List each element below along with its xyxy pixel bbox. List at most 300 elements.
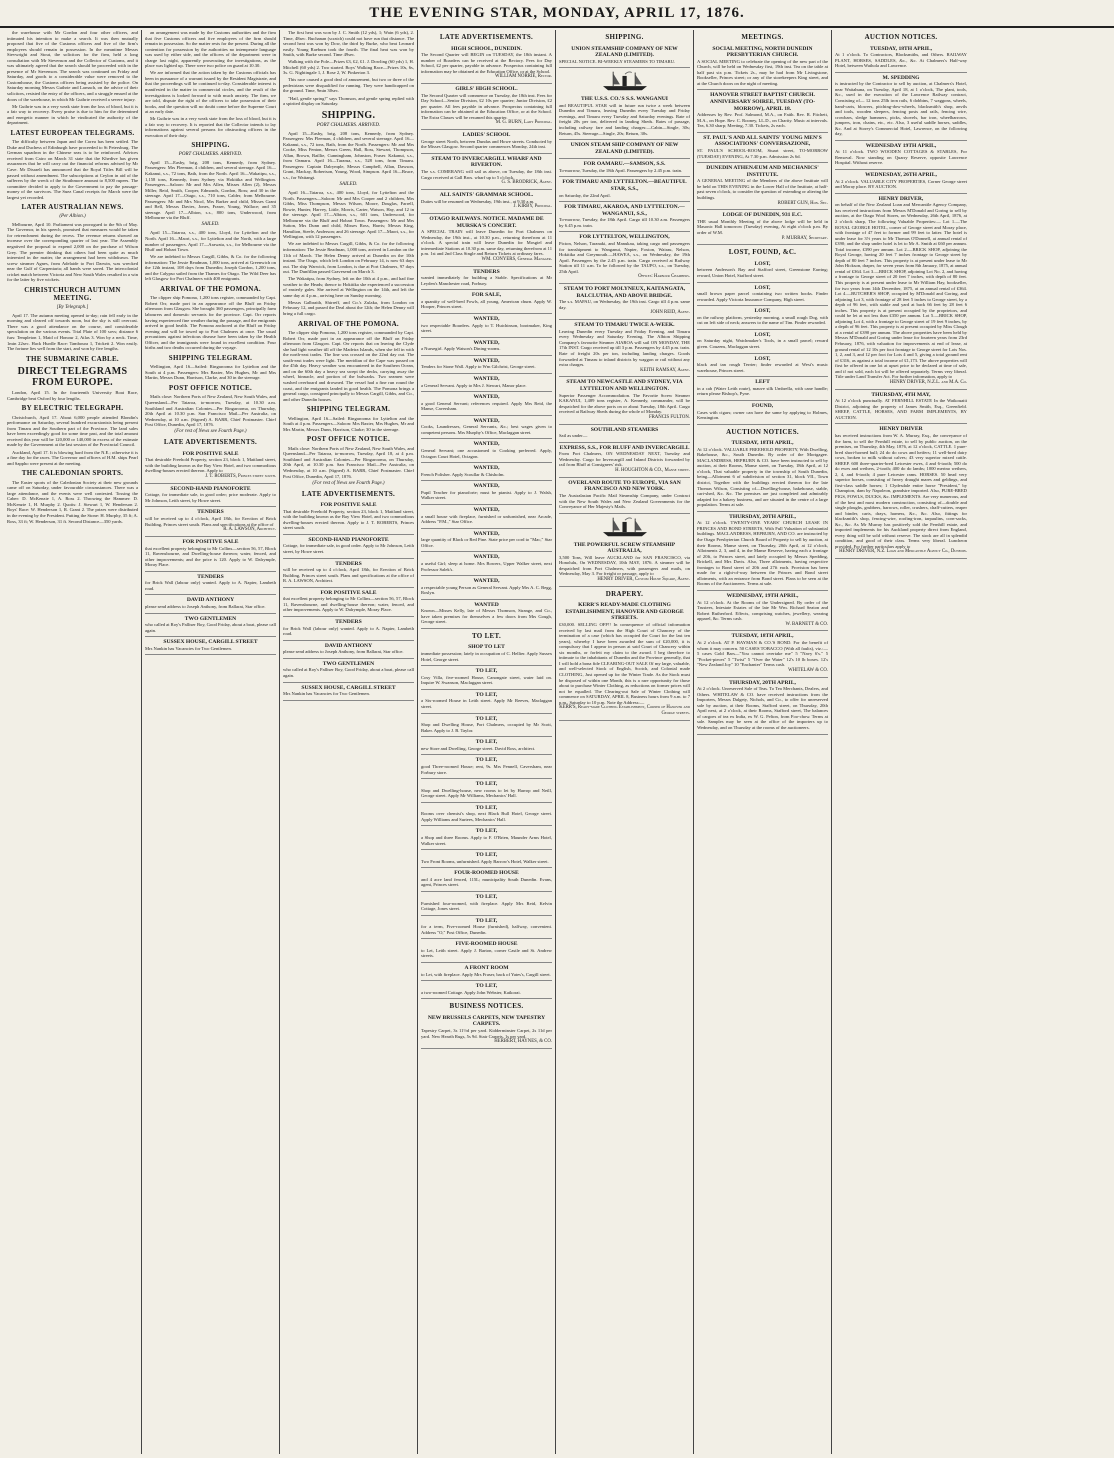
advertisement-title: LODGE OF DUNEDIN, 931 E.C.	[722, 212, 803, 219]
advertisement-body: and BEAUTIFUL STAR will in future run twice a week between Dunedin and Timaru, leaving Dunedin every Tuesday and Friday evenings, and Timaru every Tuesday and Saturday evenings. Rate of freight 20s per ton, delivered in landing Sheds. Rates of passage, including railway fare and landing charges:—Cabin—Single, 30s; Return, 45s. Steerage—Single, 20s; Return, 30s.	[559, 102, 690, 136]
advertisement-title: ST. PAUL'S AND ALL SAINTS' YOUNG MEN'S ASSOCIATIONS' CONVERSAZIONE,	[703, 134, 822, 148]
advertisement	[421, 826, 552, 850]
advertisement-body: ST. PAUL'S SCHOOL-ROOM, Stuart street, TO-MORROW (TUESDAY) EVENING, At 7.30 p.m. Admission 2s 6d.	[697, 148, 828, 159]
advertisement-body: a quantity of well-bred Fowls, all young, American churn. Apply W. Hooper, Princes street.	[421, 298, 552, 310]
advertisement-title: DAVID ANTHONY	[186, 597, 235, 604]
article-paragraph: Wellington, April 16—Sailed: Ringarooma for Lyttelton and the South at 4 p.m. Passengers: Mrs Baxter, Mrs Hughes, Mr and Mrs Martin, Messrs Dunn, Harrison, Clarke, and 30 in the steerage.	[145, 364, 276, 381]
advertisement	[421, 374, 552, 392]
advertisement-signature: HENRY DRIVER, N.Z.L. and M.A. Co.	[889, 379, 967, 385]
advertisement-body: That desirable Freehold Property, section 23, block 1, Maitland street, with the building known as the Bay View Hotel, and two commodious dwelling-houses erected thereon. Apply to J. T. ROBERTS, Princes street south.	[283, 508, 414, 531]
steamship-icon	[599, 516, 651, 538]
article-paragraph: an arrangement was made by the Customs authorities and the firm that five Customs officers and five employees of the firm should remain in possession. So the matter rests for the present. During all the contention for possession by the authorities no intemperate language was used by either side, and the officers of the department were in charge last night, apparently prosecuting the investigations, as the place was lighted up. There were two police on guard at 10.30.	[145, 30, 276, 69]
advertisement-body: a small house with fireplace, furnished or unfurnished, near Arcade, Address "P.M.," Star Office.	[421, 513, 552, 525]
advertisement	[421, 392, 552, 416]
advertisement-signature: J. KIRBY, Principal.	[513, 204, 552, 210]
advertisement-body: Cooks, Laundresses, General Servants, &c.; best wages given to competent persons. Mrs Murphy's Office, Maclaggan street.	[421, 424, 552, 435]
article-paragraph: We are indebted to Messrs Cargill, Gibbs, & Co. for the following information: The Jessie Readman, 1,000 tons, arrived at Greenwich on the 12th instant, 108 days from Dunedin; Joseph Gordon, 1,200 tons, and the Calypso sailed from the Thames for Otago. The Wild Deer has left Glasgow for Port Chalmers with 400 emigrants.	[145, 254, 276, 282]
advertisement	[421, 892, 552, 916]
advertisement-signature: G. S. BRODRICK, Agent.	[501, 180, 552, 186]
section-heading: SHIPPING.	[191, 141, 230, 150]
advertisement	[421, 737, 552, 755]
columns-container	[4, 30, 1110, 1454]
section-heading: THE CALEDONIAN SPORTS.	[21, 469, 124, 478]
advertisement-title: HENRY DRIVER,	[878, 195, 924, 202]
advertisement-title: NEW BRUSSELS CARPETS, NEW TAPESTRY CARPETS.	[427, 1014, 546, 1028]
advertisement	[421, 314, 552, 338]
advertisement-body: The s.s. COMERANG will sail as above, on Tuesday, the 18th inst. Cargo received at Gall Bros. wharf up to 5 o'clock.	[421, 169, 552, 180]
advertisement-body: a Six-roomed House in Leith street. Apply Mr Reeves, Maclaggan street.	[421, 698, 552, 709]
advertisement	[559, 443, 690, 478]
section-heading: BUSINESS NOTICES.	[449, 1002, 524, 1011]
advertisement-title: FOR POSITIVE SALE	[320, 502, 377, 509]
article-paragraph: April 16—Taiaroa, s.s., 400 tons, Lloyd, for Lyttelton and the North. Passengers—Saloon: Mr and Mrs Cooper and 2 children, Mrs Gibbs, Miss Thompson, Messrs Wilson, Moore, Douglas, Farrell, Bowie, Hunter, Harvey, Little, Morris, Carter, Watson, Hay, and 12 in the steerage. April 17—Albion, s.s., 601 tons, Underwood, for Melbourne via the Bluff and Hobart Town. Passengers: Mr and Mrs Sutton, Mrs Dunn and child, Misses Ross, Harris; Messrs King, Hamilton, Steele, Anderson; and 26 steerage. April 17—Maori, s.s., for Wellington, with 12 passengers.	[283, 190, 414, 240]
advertisement-title: LOST,	[754, 355, 771, 362]
advertisement-title: OVERLAND ROUTE TO EUROPE, VIA SAN FRANCISCO AND NEW YORK.	[568, 479, 681, 493]
advertisement	[697, 354, 828, 378]
advertisement	[697, 512, 828, 591]
advertisement-body: a good General Servant; references required. Apply Mrs Reid, the Manse, Caversham.	[421, 400, 552, 412]
advertisement-title: FOR LYTTELTON, WELLINGTON,	[579, 234, 670, 241]
section-heading: ARRIVAL OF THE POMONA.	[298, 319, 399, 328]
advertisement-title: FOR OAMARU.—SAMSON, S.S.	[583, 161, 666, 168]
advertisement-title: HANOVER STREET BAPTIST CHURCH. ANNIVERSARY SOIREE, TUESDAY (TO-MORROW), APRIL 18.	[709, 92, 816, 112]
advertisement-title: WEDNESDAY 19TH APRIL,	[865, 142, 937, 149]
advertisement-body: At 2 o'clock. VALUABLE CITY PROPERTIES, Corner George street and Moray place. BY AUCTION.	[835, 178, 967, 190]
advertisement-body: The Second Quarter will commence on Tuesday, the 18th inst. Fees for Day School—Senior Division, £2 10s per quarter; Junior Division, £2 per quarter. All fees payable in advance. Prospectus containing full information can be obtained at the Education Office, or at the School. The Extra Classes will be resumed this quarter.	[421, 92, 552, 120]
advertisement-title: WANTED,	[473, 357, 500, 364]
advertisement	[421, 803, 552, 827]
advertisement	[421, 130, 552, 154]
advertisement-body: Leaving Dunedin every Tuesday and Friday Evening, and Timaru every Wednesday and Saturday Evening. The Albion Shipping Company's favourite Steamer AIAROA will sail ON MONDAY, THE 17th INST. Cargo received up till 3 p.m. Passengers by 4.45 p.m. train. Rate of freight 20s per ton, including landing charges. Goods forwarded at Timaru to inland districts by waggon or rail without any extra charges.	[559, 328, 690, 368]
advertisement	[421, 481, 552, 505]
advertisement-body: will be received up to 4 o'clock, April 18th, for Erection of Brick Building, Princes street south. Plans and specifications at the office of R. A. LAWSON, Architect.	[283, 567, 414, 584]
advertisement	[145, 449, 276, 484]
advertisement-signature: WM. CONYERS, General Manager.	[481, 256, 552, 262]
advertisement	[421, 416, 552, 440]
advertisement	[421, 963, 552, 981]
article-paragraph: The Easter sports of the Caledonian Society at their new grounds came off on Saturday, under favourable circumstances. There was a large attendance, and the events were well contested. Tossing the Caber: D. McKenzie 1, A. Ross 2. Throwing the Hammer: D. McKenzie 1, H. Murphy 2. Quoits: J. Stewart 1, W. Henderson 2. Boys' Race: W. Henderson 1, R. Grant 2. The prizes were distributed in the evening by the President. Putting the Stone: H. Murphy, 35 ft; A. Ross, 33 ft; W. Henderson, 31 ft. Second Distance—350 yards.	[7, 479, 138, 524]
advertisement-title: SUSSEX HOUSE, CARGILL STREET	[163, 639, 258, 646]
advertisement-body: a Shop and three Rooms. Apply to F. O'Brien, Maunder Arms Hotel, Walker street.	[421, 835, 552, 846]
advertisement	[697, 259, 828, 283]
advertisement-body: From Port Chalmers, ON WEDNESDAY NEXT, Tuesday and Wednesday. Cargo for Invercargill and Inland Districts forwarded by rail from Bluff at Consignees' risk.	[559, 451, 690, 468]
advertisement	[283, 617, 414, 641]
advertisement-title: FOR POSITIVE SALE	[182, 538, 239, 545]
article-paragraph: The difficulty between Japan and the Corea has been settled. The Duke and Duchess of Edinburgh have proceeded to St Petersburg. The German squadron in the Chinese seas is to be reinforced. Advices received from Cairo on March 31 state that the Khedive has given assurances that he will carry out the financial reforms advised by Mr Cave. Mr Disraeli has announced that the Royal Titles Bill will be passed without amendment. The subscriptions at Ceylon in aid of the sufferers by the wreck of the Strathmore amount to 8,500 rupees. The committee decided to apply to the Government to pay the passage-money of the survivors. The Suez Canal receipts for March were the largest yet recorded.	[7, 139, 138, 200]
advertisement-title: SHOP TO LET	[468, 644, 505, 651]
advertisement-title: FOR TIMARU AND LYTTELTON.—BEAUTIFUL STAR, S.S.,	[562, 179, 687, 193]
advertisement-body: on Saturday night, Watchmaker's Tools, in a small parcel; reward given. Couzens, Maclaggan street.	[697, 338, 828, 350]
advertisement-title: UNION STEAM SHIP COMPANY OF NEW ZEALAND (LIMITED).	[570, 142, 679, 155]
advertisement	[421, 44, 552, 85]
advertisement-title: TWO GENTLEMEN	[322, 660, 375, 667]
advertisement	[145, 572, 276, 596]
advertisement-title: WANTED	[474, 601, 499, 608]
advertisement-body: that excellent property belonging to Mr Collins—section 56, 57, Block 11, Ravensbourne, and dwelling-house thereon; water, fenced, and other improvements. Apply to W. Dalrymple, Moray Place.	[283, 596, 414, 613]
column-1	[4, 30, 142, 1454]
dateline: [By Telegraph.]	[56, 304, 89, 310]
advertisement-title: TWO GENTLEMEN	[184, 615, 237, 622]
advertisement-body: two respectable Boarders. Apply to T. Hutchinson, bootmaker, King street.	[421, 322, 552, 334]
column-4	[418, 30, 556, 1454]
advertisement-body: Shop and Dwelling House, Port Chalmers, occupied by Mr Scott, Baker. Apply to J. B. Taylor.	[421, 722, 552, 733]
advertisement-title: WANTED,	[473, 417, 500, 424]
advertisement-title: TUESDAY, 18TH APRIL,	[731, 633, 794, 640]
advertisement	[283, 683, 414, 701]
advertisement-body: Picton, Nelson, Taranaki, and Manukau, taking cargo and passengers for transhipment to Wanganui, Napier, Foxton, Wairau, Nelson, Hokitika and Greymouth.—HAWEA, s.s., on Wednesday, the 19th April. Passengers by the 2.45 p.m. train. Cargo received at Railway Station till 11 a.m. To be followed by the TAUPO, s.s., on Tuesday, 25th April.	[559, 241, 690, 274]
section-heading: THE SUBMARINE CABLE.	[26, 354, 119, 363]
advertisement-signature: JOHN REID, Agent.	[650, 310, 690, 316]
advertisement	[145, 507, 276, 536]
advertisement-title: TO LET,	[475, 852, 498, 859]
advertisement-title: WANTED,	[473, 465, 500, 472]
advertisement	[697, 678, 828, 735]
advertisement-title: HENRY DRIVER	[879, 426, 923, 433]
advertisement-signature: WHITELAW & CO.	[788, 667, 828, 673]
advertisement	[283, 641, 414, 659]
advertisement-body: Known—Misses Kelly, late of Messrs Thomson, Strange, and Co., have taken premises for themselves a few doors from Mrs Gough, George street.	[421, 608, 552, 625]
advertisement-body: in a cab (Water Leith route), mauve silk Umbrella, with cane handle; return please Bishop's, Pyne.	[697, 385, 828, 397]
article-paragraph: April 15—Easby, brig, 208 tons, Kennedy, from Sydney. Passengers: Mrs Fleeman, 4 children, and several steerage. April 16—Kakanui, s.s., 72 tons, Bath, from the North. Passengers: Mr and Mrs Cooke, Miss Fenton, Messrs Green, Hall, Ross, Stewart, Thompson, Allan, Brown, Baillie, Cunningham, Johnston, Fraser. Kakanui, s.s., from Oamaru. April 16—Tararua, s.s., 528 tons, from Timaru. Passengers: Captain Dalrymple, Messrs Campbell, Allan, Dawson, Grant, Mackay, Robertson, Young, Wood, Simpson. April 16—Bruce, s.s., for Waitangi.	[283, 130, 414, 180]
advertisement-body: Rooms over chemist's shop, next Black Bull Hotel, George street. Apply Williams and Surtees, Mechanics' Hall.	[421, 811, 552, 822]
advertisement	[559, 140, 690, 159]
advertisement-body: to Let, Leith street. Apply J. Barton, corner Castle and St. Andrew streets.	[421, 947, 552, 959]
advertisement	[421, 505, 552, 529]
article-paragraph: "Hail, gentle spring!" says Thomson, and gentle spring replied with a spirited display on Saturday.	[283, 95, 414, 107]
advertisement-signature: ROBERT GUN, Hon. Sec.	[777, 200, 828, 206]
advertisement-body: Tapestry Carpet, 3s 11½d per yard. Kidderminster Carpet, 2s 11d per yard. New Hearth Rugs, 5s 9d. Stair Carpets, 1s per yard.	[421, 1027, 552, 1039]
advertisement-body: who called at Roy's Palliser Boy, Good Friday, about a boat, please call again.	[283, 667, 414, 678]
advertisement-signature: W. BARNETT & CO.	[785, 621, 828, 627]
advertisement-title: TO LET,	[475, 715, 498, 722]
advertisement-title: WANTED,	[473, 375, 500, 382]
article-paragraph: The clipper ship Pomona, 1,200 tons register, commanded by Capt. Robert Orr, made port in an appearance off the Bluff on Friday afternoon from Glasgow. Capt. Orr reports that on leaving the Clyde she had light weather till off the Madeira Islands, when she fell in with the north-east trades. The line was crossed on the 22nd day out. The south-east trades were light. The meridian of the Cape was passed on the 45th day. Heavy weather was encountered in the Southern Ocean, and on the 60th day a heavy sea swept the decks, carrying away the wheel, binnacle, and portion of the bulwarks. Two seamen were washed overboard and drowned. The vessel had a fine run round the coast, and the emigrants landed in good health. The Pomona brings a general cargo, consigned principally to Messrs Cargill, Gibbs, and Co., and other Dunedin houses.	[283, 330, 414, 402]
advertisement-title: TO LET,	[475, 757, 498, 764]
advertisement	[697, 631, 828, 677]
advertisement	[697, 401, 828, 425]
advertisement	[835, 390, 967, 425]
advertisement-body: please send address to Joseph Anthony, from Ballarat, Star office.	[145, 603, 266, 609]
article-paragraph: April 17. The autumn meeting opened to-day; rain fell early in the morning and cleared off towards noon, but the sky is still overcast. There was a good attendance on the course, and considerable speculation on the various events. Trial Plate of 100 sovs; distance 6 furs: Templeton 1, Maid of Honour 2, Atlas 3. Won by a neck. Time, 1min 22sec. Hack Hurdle Race: Tamboura 1, Trickett 2. Won easily. The fortune lies well from the start, and won by five lengths.	[7, 312, 138, 352]
advertisement-body: small brown paper parcel containing two written books. Finder rewarded. Apply Victoria Insurance Company, High street.	[697, 291, 828, 302]
advertisement-body: on behalf of the New Zealand Loan and Mercantile Agency Company, has received instructions from Messrs M'Donald and Goring to sell by auction, at the Otago Wool Stores, on Wednesday, 26th April, 1876, at 2 o'clock sharp, The following Valuable Properties:— Lot 1.—The ROYAL GEORGE HOTEL, corner of George street and Moray place, with frontage of 47 feet to former and 99 feet to latter. The hotel is under lease for 3½ years to Mr Thomas O'Donnell, at annual rental of £390; and the shop under hotel is let to Mr A. Smith at £60 per annum. Total income, £390 per annum. Lot 2.—BRICK SHOP, adjoining the Royal George, having 20 feet 7 inches frontage to George street by depth of 80 feet 7 inches. This property is at present under lease to Mr John Hickson, draper, for seven years from 8th January, 1875, at annual rental of £364. Lot 3.—BRICK SHOP, adjoining Lot No. 2, and having a frontage to George street of 20 feet 7 inches, with depth of 80 feet. This property is at present under lease to Mr William Hay, bookseller, for two years from 14th December, 1875, at an annual rental of £364. Lot 4.—BUTCHER'S SHOP, occupied by M'Donald and Goring, and adjoining Lot 3, with frontage of 28 feet 5 inches to George street, by a depth of 96 feet, with stable and yard at back 66 feet by 28 feet 6 inches. This property is at present occupied by the proprietors, and could be let at not less than £350 per annum. Lot 5.—BRICK SHOP, adjoining Lot 4, with a frontage to George street of 19 feet 9 inches, by a depth of 96 feet. This property is at present occupied by Miss Clough at a rental of £390 per annum. The above properties have been held by Messrs M'Donald and Goring under lease for fourteen years from 23rd February, 1876, with valuation for improvements at end of lease, at ground rental of 12 10s per foot frontage to George street for Lots Nos. 1, 2, and 3, and 12 per foot for Lots 4 and 5, giving a total ground rent of £316, as against a total income of £1,173. The above properties will first be offered in one lot at upset price to be declared at time of sale, and if not sold, each lot will be offered separately. Terms very liberal. Title under Land Transfer Act. For further information, apply to	[835, 202, 967, 380]
column-3	[280, 30, 418, 1454]
advertisement	[421, 552, 552, 576]
advertisement-body: Two Front Rooms, unfurnished. Apply Barrow's Hotel, Walker street.	[421, 858, 549, 864]
advertisement	[559, 159, 690, 177]
advertisement-body: Pupil Teacher for pianoforte; must be pianist. Apply to J. Walsh, Walker street.	[421, 489, 552, 501]
article-paragraph: Messrs Galbraith, Shirreff, and Co.'s Zulaka, from London on February 12, and passed the Deal about the 12th; the Helen Denny will bring a full cargo.	[283, 299, 414, 317]
advertisement-title: HIGH SCHOOL, DUNEDIN.	[451, 45, 522, 52]
advertisement	[559, 320, 690, 377]
advertisement-body: a two-roomed Cottage. Apply John Webster, Kaikorai.	[421, 989, 521, 995]
advertisement-body: to Let, with fireplace. Apply Mrs Fraser, back of Yates's, Cargill street.	[421, 971, 551, 977]
advertisement-title: WANTED,	[473, 483, 500, 490]
advertisement	[421, 690, 552, 714]
advertisement	[835, 170, 967, 194]
advertisement-title: TO LET,	[475, 983, 498, 990]
advertisement-title: STEAM TO NEWCASTLE AND SYDNEY, VIA LYTTELTON AND WELLINGTON.	[566, 379, 683, 393]
advertisement-body: a respectable young Person as General Servant. Apply Mrs A. C. Begg, Roslyn.	[421, 584, 552, 596]
advertisement-body: At 2 o'clock. Unreserved Sale of Teas. To Tea Merchants, Dealers, and Others. WHITELAW & CO. have received instructions from the Importers, Messrs Dalgety, Nichols, and Co., to offer for unreserved sale by auction, at their Rooms, Stafford street, on Thursday, 20th April next, at 2 o'clock, at their Rooms, Stafford street, The balances of cargoes of tea ex India, ex W. G. Pelton, from Foo-chow. Terms at sale. Samples may be seen at the office of the importers up to Wednesday, and on Thursday at the rooms of the auctioneers.	[697, 686, 828, 731]
advertisement-signature: Offices: Harbour Chambers.	[638, 274, 690, 280]
advertisement-title: WANTED,	[473, 316, 500, 322]
advertisement-title: TO LET,	[475, 917, 498, 924]
advertisement-title: WANTED,	[473, 530, 500, 537]
advertisement-body: Tenders for Stone Wall. Apply to Wm Gilchrist, George street.	[421, 364, 536, 370]
advertisement-body: between Anderson's Bay and Stafford street, Greenstone Earring; reward, Union Hotel, Stafford street.	[697, 267, 828, 278]
dateline: (For rest of News see Fourth Page.)	[312, 480, 385, 486]
advertisement-signature: HENRY DRIVER, N.Z. Loan and Mercantile Agency Co., Dunedin.	[839, 549, 967, 555]
advertisement-body: on Saturday, the 22nd April.	[559, 192, 611, 198]
section-heading: CHRISTCHURCH AUTUMN MEETING.	[24, 285, 121, 303]
advertisement-signature: HENRY DRIVER, Custom House Square, Agent.	[597, 576, 690, 582]
advertisement-body: black and tan rough Terrier; finder rewarded at West's music warehouse, Princes street.	[697, 362, 828, 373]
advertisement	[283, 500, 414, 535]
advertisement	[835, 73, 967, 141]
advertisement	[697, 306, 828, 330]
advertisement	[421, 190, 552, 214]
article-paragraph: Mr Guthrie was in a very weak state from the loss of blood, but it is a fair way to recovery. Every praise is due to him for the determined and energetic manner in which he vindicated the authority of the department.	[7, 103, 138, 126]
advertisement	[559, 284, 690, 320]
dateline: PORT CHALMERS. ARRIVED.	[316, 122, 381, 128]
advertisement-body: Mrs Nankin has Vacancies for Two Gentlemen.	[283, 691, 370, 697]
article-paragraph: The clipper ship Pomona, 1,200 tons register, commanded by Capt. Robert Orr, made port in an appearance off the Bluff on Friday afternoon from Glasgow. She brought 360 passengers, principally farm labourers and domestic servants for the province. Capt. Orr reports having experienced fine weather during the passage, and the emigrants arrived in good health. The Pomona anchored at the Bluff on Friday evening and will be towed up to Port Chalmers at once. The usual precautions against infectious disease have been taken by the Health Officer, and the immigrants were found in excellent condition. Four births and two deaths occurred during the voyage.	[145, 295, 276, 351]
article-paragraph: Mails close: Northern Ports of New Zealand, New South Wales, and Queensland—Per Taiaroa, to-morrow, Tuesday, at 10.30 a.m. Southland and Australian Colonies—Per Ringarooma, on Thursday, 20th April at 10.30 p.m. San Francisco Mail—Per Australia, on Wednesday, at 10 a.m. (Signed) A. BARR, Chief Postmaster. Chief Post Office, Dunedin, April 17, 1876.	[145, 394, 276, 428]
advertisement-title: WANTED,	[473, 441, 500, 448]
advertisement-body: At 12 o'clock punctually. AT FERNHILL ESTATE In the Waikouaiti District, adjoining the property of James Smith, Esq., Greenfield. SHEEP, CATTLE, HORSES, AND FARM IMPLEMENTS, BY AUCTION.	[835, 398, 967, 420]
advertisement-title: DAVID ANTHONY	[324, 642, 373, 649]
advertisement	[421, 666, 552, 690]
advertisement	[421, 576, 552, 600]
advertisement	[559, 44, 690, 69]
advertisement	[421, 356, 552, 374]
advertisement-body: Furnished four-roomed, with fireplace. Apply Mrs Reid, Kelvin Cottage, Jones street.	[421, 900, 552, 912]
advertisement-body: immediate possession; lately in occupation of C. Hellier. Apply Sussex Hotel, George street.	[421, 651, 552, 662]
advertisement-body: please send address to Joseph Anthony, from Ballarat, Star office.	[283, 649, 404, 655]
advertisement-title: DUNEDIN ATHENÆUM AND MECHANICS' INSTITUTE.	[706, 165, 819, 178]
advertisement-body: for Brick Wall (labour only) wanted. Apply to A. Napier, Lambeth road.	[283, 625, 414, 637]
advertisement-title: WEDNESDAY, 19TH APRIL,	[726, 592, 799, 599]
advertisement-title: FOUND,	[751, 402, 774, 409]
advertisement-title: LADIES' SCHOOL	[462, 132, 511, 139]
advertisement-body: will be received up to 4 o'clock, April 18th, for Erection of Brick Building, Princes street south. Plans and specifications at the office of	[145, 516, 276, 527]
advertisement	[421, 939, 552, 963]
advertisement-body: has received instructions from W. A. Murray, Esq., the conveyance of the farm, to sell the Fernhill estate, to sell by public auction, on the premises, on Thursday, 4th May, 1876, at 12 o'clock, CATTLE. 1 pure-bred short-horned bull; 24 do do cows and heifers; 11 well-bred dairy cows, broken to milk without calves; 43 very superior mixed cattle. SHEEP. 600 three-quarter-bred Leicester ewes, 4 and 6-tooth; 500 do do ewes and wethers, 2-tooth; 400 do do lambs; 1000 merino wethers, 2, 4, and 6-tooth; 4 pure Leicester rams. HORSES. 50 head very superior horses, consisting of heavy draught mares and geldings, and first-class saddle horses; 1 Clydesdale entire horse "President," by Champion, dam by Napoleon, grandsire imported. Also, PURE-BRED PIGS, FOWLS, DUCKS, &c. IMPLEMENTS. Are very numerous, and of the best and most modern construction, consisting of—double and single ploughs, grubbers, harrows, roller, crushers, chaff-cutters, reaper and binder, carts, drays, harness, &c., &c. Also, fittings for blacksmith's shop, fencing-wire, roofing-iron, tarpaulins, corn-sacks, &c., &c. As Mr Murray has positively sold the Fernhill estate, and imported implements for his Auckland property direct from England, every thing will be sold without reserve. The stock are all in splendid condition, and good of their class. Terms very liberal. Luncheon provided. For further particulars apply to	[835, 432, 967, 549]
article-paragraph: April 15—Taiaroa, s.s., 400 tons, Lloyd, for Lyttelton and the North. April 16—Maori, s.s., for Lyttelton and the North, with a large number of passengers. April 17—Arawata, s.s., for Melbourne via the Bluff and Hobart Town.	[145, 230, 276, 253]
article-paragraph: We are indebted to Messrs Cargill, Gibbs, & Co. for the following information: The Jessie Readman, 1,000 tons, arrived in London on the 11th of March. The Helen Denny arrived at Dunedin on the 10th instant. The Otago, which left London on February 14, is now 63 days out. The ship Warwick, from London, is due at Port Chalmers, 97 days out. The Dunfillan passed Gravesend on March 3.	[283, 241, 414, 275]
advertisement	[697, 377, 828, 401]
advertisement-body: on the railway platform, yesterday morning, a small rough Dog, with cut on left side of neck; answers to the name of Tim. Finder rewarded.	[697, 314, 828, 326]
advertisement-body: At 12 o'clock. TWENTY-ONE YEARS' CHURCH LEASE IN PRINCES AND BOND STREETS, With Full Valuation of substantial buildings. MACLANDRESS, HEPBURN, AND CO. are instructed by the Otago Presbyterian Church Board of Property to sell by auction, at their Rooms, Manse street, on Thursday, 20th April, at 12 o'clock, Allotments 2, 3, and 4, in the Manse Reserve, having each a frontage of 20ft, to Princes street, and lately occupied by Messrs Spedding, Brickell, and Mrs Davis. Also, Three allotments, having respective frontages to Bond street of 20ft and 27ft each. Provision has been made for a right-of-way between the Princes and Bond street allotments, with an entrance from Bond street. Plans to be seen at the Rooms of the Auctioneers. Terms at sale.	[697, 520, 828, 587]
advertisement	[559, 600, 690, 721]
advertisement-title: FIVE-ROOMED HOUSE	[455, 941, 518, 948]
section-heading-large: DIRECT TELEGRAMS FROM EUROPE.	[17, 366, 128, 389]
advertisement-title: TO LET,	[475, 893, 498, 900]
advertisement	[697, 163, 828, 210]
advertisement	[835, 44, 967, 73]
advertisement-title: SUSSEX HOUSE, CARGILL STREET	[301, 684, 396, 691]
advertisement	[421, 868, 552, 892]
advertisement-body: The Second Quarter will BEGIN on TUESDAY, the 18th instant. A number of Boarders can be received at the Rectory. Fees for Day School, £2 per quarter, payable in advance. Prospectus containing full information may be obtained at the Education Office, or at the School.	[421, 52, 552, 74]
dateline: SAILED.	[339, 182, 358, 188]
advertisement-body: Shop and Dwelling-house, new rooms to let by Harrop and Neill, George street. Apply Mr Williams, Mechanics' Hall.	[421, 787, 552, 799]
advertisement-title: TUESDAY, 18TH APRIL,	[869, 45, 933, 52]
advertisement-body: Duties will be resumed on Wednesday, 19th inst., at 9.30 a.m.	[421, 198, 535, 204]
advertisement-title: WANTED,	[473, 339, 500, 346]
advertisement	[835, 194, 967, 390]
section-heading: TO LET.	[471, 631, 502, 640]
advertisement	[421, 600, 552, 629]
advertisement	[421, 779, 552, 803]
advertisement-title: TENDERS	[335, 619, 362, 626]
article-paragraph: Christchurch, April 17. About 6,000 people attended Blondin's performance on Saturday, several hundred excursionists being present from Timaru and the Southern part of the Province. The land sales have been exceedingly good for some time past, and the total amount received this year will be 120,000 or 140,000 in excess of the estimate made by the Government at the last session of the Provincial Council.	[7, 414, 138, 448]
article-paragraph: Mails close: Northern Ports of New Zealand, New South Wales, and Queensland—Per Taiaroa, to-morrow, Tuesday, April 18, at 4 p.m. Southland and Australian Colonies—Per Ringarooma, on Thursday, 20th April, at 10.30 p.m. San Francisco Mail—Per Australia, on Wednesday, at 10 a.m. (Signed) A. BARR, Chief Postmaster. Chief Post Office, Dunedin, April 17, 1876.	[283, 445, 414, 479]
advertisement-signature: P. MURRAY, Secretary.	[781, 235, 828, 241]
advertisement	[145, 637, 276, 655]
column-2	[142, 30, 280, 1454]
article-paragraph: the warehouse with Mr Gordon and four other officers, and intimated his intention to make a search. It was then mutually proposed that five of the Customs officers and five of the firm's employees should remain in possession. In the meantime Messrs Sievwright and Stout, the solicitors for the firm, held a long consultation with Mr Stevenson and the Collector of Customs, and it was ultimately agreed that the search should be proceeded with in the presence of Mr Stevenson. The search was continued on Friday and Saturday, and goods to a considerable value were removed to the Customhouse, the Customs officers being assisted by the police. On Saturday morning Messrs Guthrie and Larnach, on the advice of their solicitors, resisted the entry of the officers, and a struggle ensued at the doors of the warehouse, in which Mr Guthrie received a severe injury.	[7, 30, 138, 102]
advertisement-title: THE POWERFUL SCREW STEAMSHIP AUSTRALIA,	[573, 541, 676, 555]
section-heading: LATE ADVERTISEMENTS.	[163, 438, 258, 447]
advertisement-title: TO LET,	[475, 781, 498, 788]
advertisement-body: Cottage, for immediate sale, in good order. Apply to Mr Johnson, Leith street, by Howe street.	[283, 543, 414, 555]
advertisement	[421, 714, 552, 738]
advertisement-title: LEFT	[755, 379, 770, 386]
advertisement-body: is instructed by the Contractor to sell by auction, at Chalmers's Hotel, near Waitahuna, on Tuesday, April 18, at 1 o'clock, The plant, tools, &c., used in the execution of the Lawrence Railway contract, Consisting of— 12 tons 25lb iron rails, 6 dobbins, 7 waggons, wheels, hand-carts, blowers, pitching-dow-wheels, blacksmith's shop, anvils and tools, wooden sleepers, fencing posts and rails, fencing wire, crowbars, sledge hammers, picks, shovels, bar iron, wheelbarrows, jumpers, iron, chains, etc., etc. Also, 3 useful saddle horses, saddles, &c. And at Storey's Commercial Hotel, Lawrence, on the following day,	[835, 81, 967, 137]
section-heading: LATE ADVERTISEMENTS.	[439, 33, 534, 41]
dateline: SAILED.	[201, 222, 220, 228]
advertisement-title: WANTED,	[473, 578, 500, 585]
advertisement-body: 3,500 Tons, Will leave AUCKLAND for SAN FRANCISCO, via Honolulu, On WEDNESDAY, 10th MAY, 1876. A steamer will be despatched from Port Chalmers, with passengers and mails, on Wednesday, May 3. For freight or passage, apply to	[559, 554, 690, 577]
advertisement-title: FOR TIMARU, AKAROA, AND LYTTELTON.—WANGANUI, S.S.,	[564, 204, 685, 217]
advertisement-title: FOUR-ROOMED HOUSE	[454, 870, 519, 877]
advertisement-title: STEAM TO INVERCARGILL WHARF AND RIVERTON.	[431, 155, 542, 169]
column-5	[556, 30, 694, 1454]
advertisement-title: OTAGO RAILWAYS. NOTICE. MADAME DE MURSKA'S CONCERT.	[429, 215, 544, 229]
advertisement-title: FOR SALE,	[471, 292, 502, 299]
advertisement-title: WEDNESDAY, 26TH APRIL,	[865, 172, 937, 179]
advertisement-body: large quantity of Black or Red Pine. State price per cord to "Mac," Star Office.	[421, 537, 552, 548]
advertisement-body: Cottage, for immediate sale, in good order; price moderate. Apply to Mr Johnson, Leith street, by Howe street.	[145, 492, 276, 503]
article-paragraph: The Wakatipu, from Sydney, left on the 10th at 4 p.m., and had fine weather to the Heads; thence to Hokitika she experienced a succession of easterly gales. She arrived at Wellington on the 14th, and left the same day at 4 p.m., arriving here on Sunday morning.	[283, 276, 414, 298]
section-heading-large: SHIPPING.	[321, 109, 376, 121]
advertisement-body: A SOCIAL MEETING to celebrate the opening of the new part of the Church, will be held on Wednesday first, 19th inst. Tea on the table at half past six p.m. Tickets 2s., may be had from Mr Livingstone, Bookseller, Princes street; or any of the storekeepers King street, and at the Church doors on the night of meeting.	[697, 58, 828, 86]
advertisement-body: General Servant; one accustomed to Cooking preferred. Apply, Octagon Court Hotel, Octagon.	[421, 448, 552, 459]
advertisement-body: At 12 o'clock. VALUABLE FREEHOLD PROPERTY, With Dwelling, Bakehouse, &c., South Dunedin. By order of the Mortgagee. MACLANDRESS, HEPBURN & CO. have been instructed to sell by auction, at their Rooms, Manse street, on Tuesday, 18th April, at 12 o'clock, That valuable property in the township of South Dunedin, being—Allotment 6 of subdivision of section 31, block VII., Town district, Together with the buildings erected thereon for the late Thomas Wilson, Consisting of—Dwelling-house, bakehouse, stable, cart-shed, &c. &c. The premises are just completed and admirably adapted for a bakery business, and are situated in the centre of a large population. Terms at sale.	[697, 446, 828, 508]
advertisement	[697, 438, 828, 512]
advertisement-body: To-morrow, Tuesday, the 18th April. Passengers by 2.45 p.m. train.	[559, 167, 683, 173]
section-heading: MEETINGS.	[741, 33, 784, 41]
advertisement	[559, 94, 690, 140]
advertisement-title: FOR POSITIVE SALE	[320, 589, 377, 596]
advertisement	[835, 424, 967, 559]
advertisement-title: TO LET,	[475, 804, 498, 811]
advertisement-title: TO LET,	[475, 668, 498, 675]
advertisement	[421, 290, 552, 314]
advertisement	[421, 463, 552, 481]
advertisement-body: At 12 o'clock. At the Rooms of the Undersigned. By order of the Trustees, Intestate Estates of the late Mr Wm. Richard Seaton and Robert Rutherford. Effects, comprising watches, jewellery, wearing apparel, &c. Terms cash.	[697, 599, 828, 622]
advertisement	[421, 529, 552, 553]
advertisement-body: French Polisher. Apply Scoullar & Chisholm.	[421, 471, 505, 477]
advertisement-title: TO LET,	[475, 739, 498, 746]
column-7	[832, 30, 970, 1454]
advertisement	[421, 1013, 552, 1049]
article-paragraph: Walking with the Pole—Prizes £3, £2, £1. J. Dowling (60 yds) 1, H. Mitchell (60 yds) 2. Two started. Boys' Walking Race—Prizes 10s, 6s, 3s. G. Nightingale 1, J. Rose 2, W. Pinkerton 3.	[283, 59, 414, 76]
advertisement-body: that excellent property belonging to Mr Collins—section 56, 57, Block 11, Ravensbourne, and Dwelling-house thereon; water, fenced, and other improvements; and the price is 120. Apply to W. Dalrymple, Moray Place.	[145, 545, 276, 568]
article-paragraph: Auckland, April 17. It is blowing hard from the N.E.; otherwise it is a fine day for the races. The Governor and officers of H.M. ships Pearl and Sappho were present at the meeting.	[7, 449, 138, 466]
advertisement-title: STEAM TO PORT MOLYNEUX, KAITANGATA, BALCLUTHA, AND ABOVE BRIDGE.	[563, 286, 686, 299]
advertisement-body: for a term, Five-roomed House (furnished), halfway, convenient. Address "O," Post Office, Dunedin.	[421, 924, 552, 935]
section-heading: LOST, FOUND, &C.	[728, 248, 797, 257]
advertisement	[421, 755, 552, 779]
advertisement-body: At 1 o'clock. To Contractors, Blacksmiths, and Others. RAILWAY PLANT, HORSES, SADDLES, &c., &c. At Chalmers's Half-way Hotel, between Waihola and Lawrence.	[835, 52, 967, 69]
dateline: (For rest of News see Fourth Page.)	[174, 429, 247, 435]
column-6	[694, 30, 832, 1454]
advertisement-title: SECOND-HAND PIANOFORTE	[170, 485, 251, 492]
advertisement	[145, 614, 276, 638]
advertisement	[421, 214, 552, 267]
advertisement-body: and 4 acre land fenced, 115L; municipality South Dunedin. Evans, agent, Princes street.	[421, 876, 552, 888]
advertisement-title: TUESDAY, 18TH APRIL,	[731, 440, 794, 447]
article-paragraph: London, April 15. In the fourteenth University Boat Race, Cambridge beat Oxford by four lengths.	[7, 390, 138, 401]
advertisement-title: A FRONT ROOM	[464, 965, 509, 972]
advertisement-title: UNION STEAMSHIP COMPANY OF NEW ZEALAND (LIMITED).	[571, 45, 678, 59]
article-paragraph: We are informed that the action taken by the Customs officials has been in pursuance of a warrant issued by the Resident Magistrate, and that the proceedings will be continued to-day. Considerable interest is manifested in the matter in commercial circles, and the result of the investigations is looked forward to with much anxiety. The firm, we are told, dispute the right of the officers to take possession of their books, and the question will no doubt come before the Supreme Court at an early date.	[145, 70, 276, 115]
advertisement-title: EXPRESS, S.S., FOR BLUFF AND INVERCARGILL	[559, 444, 690, 451]
advertisement-signature: KEITH RAMSAY, Agent.	[640, 367, 690, 373]
advertisement-signature: J. T. ROBERTS, Princes street south.	[205, 473, 276, 479]
advertisement	[559, 425, 690, 443]
advertisement-body: a Nursegirl. Apply Watson's Dining-rooms.	[421, 346, 501, 352]
advertisement-title: THE U.S.S. CO.'S S.S. WANGANUI	[581, 96, 668, 103]
advertisement	[421, 981, 552, 999]
advertisement-body: THE usual Monthly Meeting of the above lodge will be held in Masonic Hall tomorrow (Tuesday) evening, At eight o'clock p.m. By order of W.M.	[697, 218, 828, 235]
advertisement	[559, 232, 690, 284]
section-heading: BY ELECTRIC TELEGRAPH.	[21, 404, 124, 413]
advertisement-title: THURSDAY, 20TH APRIL,	[729, 513, 796, 520]
advertisement	[421, 916, 552, 940]
advertisement-title: M. SPEDDING	[882, 74, 920, 81]
advertisement-body: new Store and Dwelling, George street. David Ross, architect.	[421, 745, 536, 751]
section-heading: DRAPERY.	[605, 589, 644, 598]
advertisement-body: A SPECIAL TRAIN will leave Dunedin for Port Chalmers on Wednesday, the 19th inst., at 10.30 p.m., returning therefrom at 11 o'clock. A special train will leave Dunedin for Mosgiel and intermediate Stations at 10.30 p.m. same day, returning therefrom at 11 p.m. 1st and 2nd Class Single and Return Tickets at ordinary fares.	[421, 229, 552, 257]
advertisement	[283, 535, 414, 559]
advertisement-title: SOUTHLAND STEAMERS	[590, 426, 659, 433]
section-heading: POST OFFICE NOTICE.	[306, 435, 391, 444]
section-heading: ARRIVAL OF THE POMONA.	[160, 284, 261, 293]
advertisement-title: GIRLS' HIGH SCHOOL.	[455, 86, 518, 93]
advertisement-body: That desirable Freehold Property, section 23, block 1, Maitland street, with the building known as the Bay View Hotel, and two commodious dwelling-houses erected thereon. Apply to	[145, 457, 276, 474]
advertisement-title: LOST,	[754, 331, 771, 338]
advertisement-title: TENDERS	[335, 560, 362, 567]
article-paragraph: Mr Guthrie was in a very weak state from the loss of blood, but it is a fair way to recovery. It is reported that the Collector intends to lay informations against several persons for obstructing officers in the execution of their duty.	[145, 116, 276, 138]
advertisement	[421, 267, 552, 291]
advertisement-title: SOCIAL MEETING, NORTH DUNEDIN PRESBYTERIAN CHURCH.	[712, 45, 813, 59]
advertisement	[145, 537, 276, 572]
advertisement	[559, 377, 690, 424]
advertisement-body: Superior Passenger Accommodation. The Favorite Screw Steamer KAKANUI, 1,489 tons register, A. Kennedy, commander, will be despatched for the above ports on or about Tuesday, 18th April. Cargo received at Railway Sheds during the whole of Monday.	[559, 392, 690, 415]
article-paragraph: The first heat was won by J. C. Smith (12 yds), 1; Wain (6 yds), 2. Time, 48sec. Buchanan (scratch) could not have run that distance. The second heat was won by Dow, the third by Burke, who beat Leonard easily. Young Raeburn took the fourth. The final heat was won by Smith, with Burke second. Time 49sec.	[283, 30, 414, 58]
dateline: PORT CHALMERS. ARRIVED.	[178, 151, 243, 157]
advertisement	[559, 177, 690, 202]
article-paragraph: Wellington, April 16—Sailed: Ringarooma for Lyttelton and the South at 4 p.m. Passengers—Saloon: Mrs Baxter, Mrs Hughes, Mr and Mrs Martin, Messrs Dunn, Harrison, Clarke; 30 in the steerage.	[283, 415, 414, 432]
section-heading: SHIPPING TELEGRAM.	[306, 405, 391, 414]
advertisement-body: The s.s. MAPAU, on Wednesday, the 19th inst. Cargo till 4 p.m. same day.	[559, 299, 690, 310]
advertisement-body: George street North, between Dundas and Howe streets. Conducted by the Misses Glasgow. Second quarter commences Monday, 24th inst.	[421, 138, 552, 150]
advertisement	[697, 90, 828, 132]
advertisement-signature: WILLIAM NORRIE, Rector.	[495, 74, 552, 80]
